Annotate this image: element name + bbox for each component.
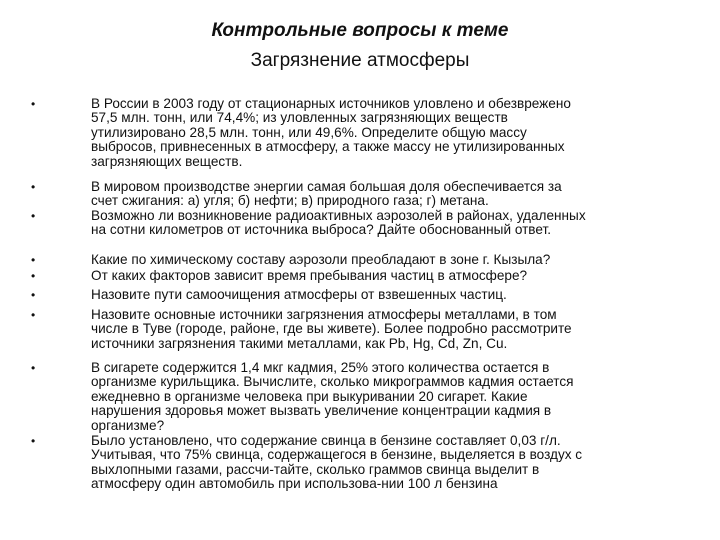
text-line: утилизировано 28,5 млн. тонн, или 49,6%. Определите общую массу [91,124,527,140]
text-line: выбросов, привнесенных в атмосферу, а также массу не утилизированных [91,139,565,155]
question-text [91,253,711,267]
question-text [91,97,711,169]
bullet-icon: • [31,434,36,448]
bullet-icon: • [31,308,36,322]
question-text [91,269,711,283]
bullet-icon: • [31,97,36,111]
bullet-icon: • [31,180,36,194]
text-line: Было установлено, что содержание свинца в бензине составляет 0,03 г/л. [91,433,561,448]
question-text [91,180,711,209]
text-line: В мировом производстве энергии самая большая доля обеспечивается за [91,179,562,194]
text-line: выхлопными газами, рассчи-тайте, сколько граммов свинца выделит в [91,461,540,477]
text-line: на сотни километров от источника выброса? Дайте обоснованный ответ. [91,222,551,238]
bullet-icon: • [31,361,36,375]
bullet-icon: • [31,269,36,283]
text-line: организме? [91,417,165,433]
question-text [91,209,711,238]
question-text [91,361,711,433]
text-line: атмосферу один автомобиль при использова-нии 100 л бензина [91,476,498,492]
text-line: Учитывая, что 75% свинца, содержащегося в бензине, выделяется в воздух с [91,447,583,463]
text-line: счет сжигания: а) угля; б) нефти; в) природного газа; г) метана. [91,193,489,209]
text-line: числе в Туве (городе, районе, где вы живете). Более подробно рассмотрите [91,321,572,337]
text-line: ежедневно в организме человека при выкуривании 20 сигарет. Какие [91,388,528,404]
text-line: В России в 2003 году от стационарных источников уловлено и обезврежено [91,96,571,111]
text-line: 57,5 млн. тонн, или 74,4%; из уловленных загрязняющих веществ [91,110,508,126]
text-line: Назовите основные источники загрязнения атмосферы металлами, в том [91,307,557,322]
slide-title: Контрольные вопросы к теме [211,20,509,41]
text-line: загрязняющих веществ. [91,153,243,169]
text-line: Возможно ли возникновение радиоактивных аэрозолей в районах, удаленных [91,208,586,223]
text-line: источники загрязнения такими металлами, как Pb, Hg, Cd, Zn, Cu. [91,335,508,351]
text-line: Какие по химическому составу аэрозоли преобладают в зоне г. Кызыла? [91,252,551,267]
text-line: В сигарете содержится 1,4 мкг кадмия, 25% этого количества остается в [91,360,550,375]
text-line: От каких факторов зависит время пребывания частиц в атмосфере? [91,268,528,283]
question-text [91,308,711,351]
text-line: нарушения здоровья может вызвать увеличение концентрации кадмия в [91,403,552,419]
question-text [91,288,711,302]
text-line: организме курильщика. Вычислите, сколько микрограммов кадмия остается [91,374,574,390]
bullet-icon: • [31,253,36,267]
bullet-icon: • [31,209,36,223]
text-line: Назовите пути самоочищения атмосферы от взвешенных частиц. [91,287,507,302]
question-text [91,434,711,492]
bullet-icon: • [31,288,36,302]
slide-subtitle: Загрязнение атмосферы [250,50,470,71]
